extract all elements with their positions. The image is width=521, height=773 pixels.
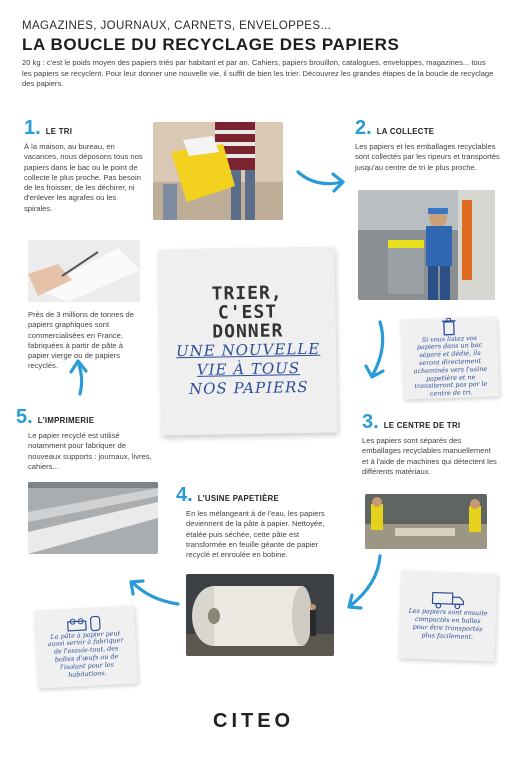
slogan-line: TRIER, [211, 282, 283, 305]
arrow-icon [298, 172, 343, 191]
citeo-logo: CITEO [213, 710, 295, 732]
step-label: LA COLLECTE [376, 127, 435, 136]
note-text: Si vous listez vos papiers dans un bac séparé et dédié, ils seront directement acheminés vers l'usine papetière et ne transiteront pas par le centre de tri. [413, 333, 488, 398]
arrow-icon [349, 556, 380, 608]
step-text: En les mélangeant à de l'eau, les papiers deviennent de la pâte à papier. Nettoyée, étalée puis séchée, cette pâte est transformée en feuille géante de papier recyclé et enroulée en bobine. [186, 509, 325, 560]
note-text: La pâte à papier peut aussi servir à fabriquer de l'essuie-tout, des boîtes d'œufs ou de l'isolant pour les habitations. [47, 628, 124, 679]
step-text: Les papiers sont séparés des emballages recyclables manuellement et à l'aide de machines qui détectent les différents matériaux. [362, 436, 497, 476]
arrow-icon [71, 361, 86, 394]
step-label: L'USINE PAPETIÈRE [197, 494, 280, 503]
arrow-icon [366, 322, 383, 377]
step-label: LE TRI [45, 127, 73, 136]
slogan-line: DONNER [212, 320, 284, 343]
step-number: 1. [24, 117, 41, 139]
step-number: 3. [362, 411, 379, 433]
slogan-line: UNE NOUVELLE [175, 339, 321, 361]
kicker: MAGAZINES, JOURNAUX, CARNETS, ENVELOPPES... [22, 20, 332, 32]
step-label: L'IMPRIMERIE [37, 416, 95, 425]
step-text: À la maison, au bureau, en vacances, nous déposons tous nos papiers dans le bac ou le point de collecte le plus proche. Pas besoin de les froisser, de les déchirer, ni d'enlever les agrafes ou les spirales. [24, 142, 143, 213]
slogan-line: NOS PAPIERS [188, 377, 309, 399]
slogan-line: VIE À TOUS [196, 359, 301, 379]
print-code [6, 725, 10, 726]
note-text: Les papiers sont ensuite compactés en balles pour être transportés plus facilement. [408, 607, 488, 641]
step-text: Les papiers et les emballages recyclables sont collectés par les ripeurs et transportés jusqu'au centre de tri le plus proche. [355, 142, 500, 172]
step-number: 5. [16, 406, 33, 428]
slogan-line: C'EST [217, 301, 278, 324]
fact-text: Près de 3 millions de tonnes de papiers graphiques sont commercialisées en France, fabriquées à partir de pâte à papier vierge ou de papiers recyclés. [28, 310, 134, 371]
page-title: LA BOUCLE DU RECYCLAGE DES PAPIERS [22, 35, 400, 54]
step-number: 4. [176, 484, 193, 506]
step-text: Le papier recyclé est utilisé notamment pour fabriquer de nouveaux supports : journaux, livres, cahiers... [28, 431, 152, 471]
arrow-icon [131, 581, 178, 604]
step-number: 2. [355, 117, 372, 139]
intro-text: 20 kg : c'est le poids moyen des papiers triés par habitant et par an. Cahiers, papiers brouillon, catalogues, enveloppes, magazines... tous les papiers se recyclent. Pour leur donner une nouvelle vie, il suffit de bien les trier. Découvrez les grandes étapes de la boucle de recyclage des papiers. [22, 58, 494, 88]
step-label: LE CENTRE DE TRI [383, 421, 461, 430]
